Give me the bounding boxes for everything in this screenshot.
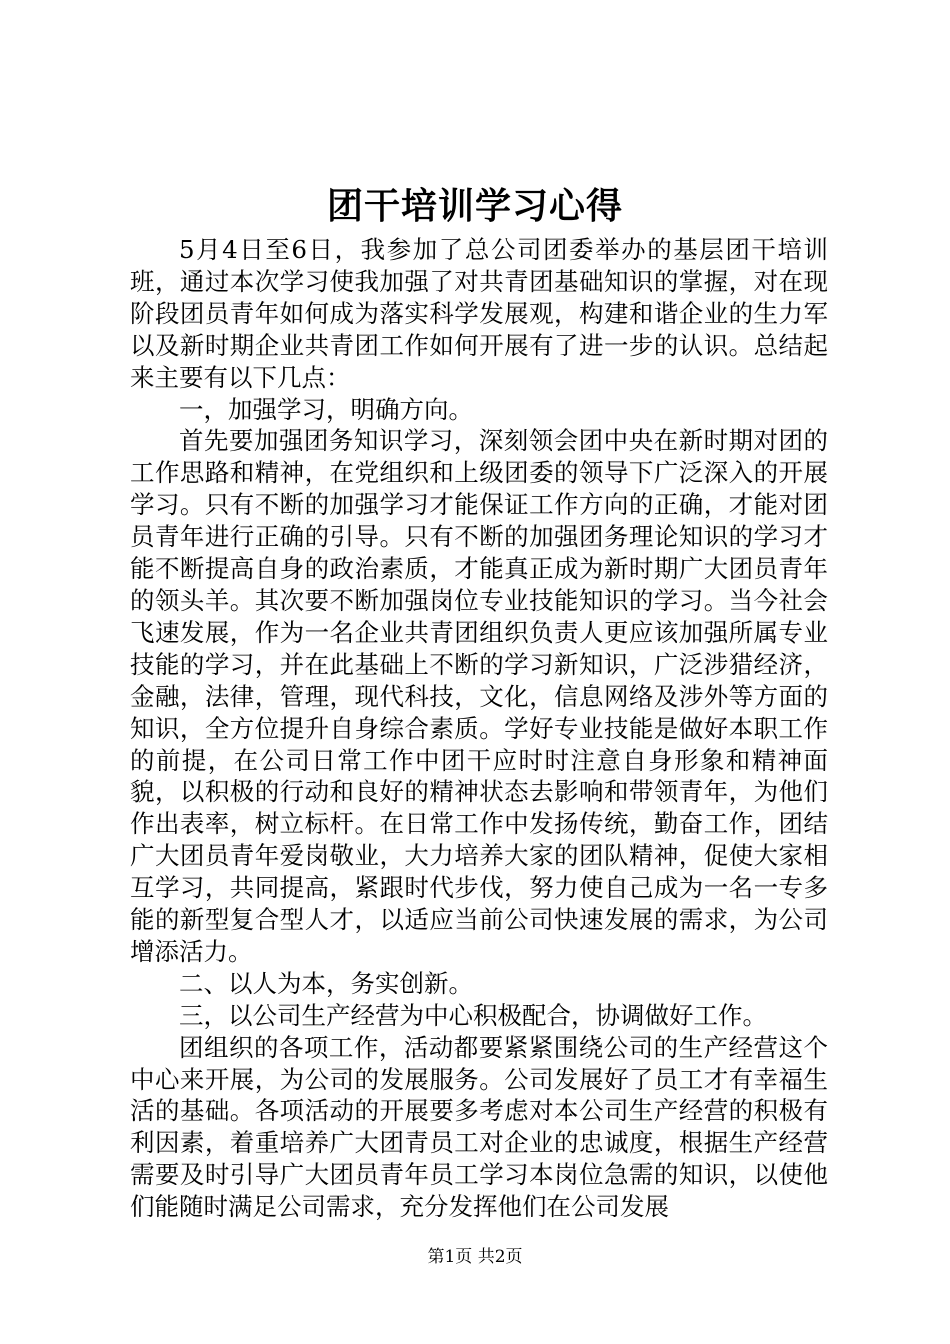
page-footer: 第1页 共2页	[427, 1247, 523, 1267]
paragraph-intro: 5月4日至6日，我参加了总公司团委举办的基层团干培训班，通过本次学习使我加强了对共青团基础知识的掌握，对在现阶段团员青年如何成为落实科学发展观，构建和谐企业的生力军以及新时期企业共青团工作如何开展有了进一步的认识。总结起来主要有以下几点：	[130, 235, 828, 392]
heading-point-three: 三，以公司生产经营为中心积极配合，协调做好工作。	[179, 1000, 767, 1030]
heading-point-two: 二、以人为本，务实创新。	[179, 968, 473, 998]
document-body	[130, 234, 828, 1223]
document-title: 团干培训学习心得	[326, 185, 623, 227]
heading-point-one: 一，加强学习，明确方向。	[179, 394, 473, 424]
paragraph-point-one: 首先要加强团务知识学习，深刻领会团中央在新时期对团的工作思路和精神，在党组织和上级团委的领导下广泛深入的开展学习。只有不断的加强学习才能保证工作方向的正确，才能对团员青年进行正确的引导。只有不断的加强团务理论知识的学习才能不断提高自身的政治素质，才能真正成为新时期广大团员青年的领头羊。其次要不断加强岗位专业技能知识的学习。当今社会飞速发展，作为一名企业共青团组织负责人更应该加强所属专业技能的学习，并在此基础上不断的学习新知识，广泛涉猎经济，金融，法律，管理，现代科技，文化，信息网络及涉外等方面的知识，全方位提升自身综合素质。学好专业技能是做好本职工作的前提，在公司日常工作中团干应时时注意自身形象和精神面貌，以积极的行动和良好的精神状态去影响和带领青年，为他们作出表率，树立标杆。在日常工作中发扬传统，勤奋工作，团结广大团员青年爱岗敬业，大力培养大家的团队精神，促使大家相互学习，共同提高，紧跟时代步伐，努力使自己成为一名一专多能的新型复合型人才，以适应当前公司快速发展的需求，为公司增添活力。	[130, 426, 828, 966]
paragraph-point-three: 团组织的各项工作，活动都要紧紧围绕公司的生产经营这个中心来开展，为公司的发展服务。公司发展好了员工才有幸福生活的基础。各项活动的开展要多考虑对本公司生产经营的积极有利因素，着重培养广大团青员工对企业的忠诚度，根据生产经营需要及时引导广大团员青年员工学习本岗位急需的知识，以使他们能随时满足公司需求，充分发挥他们在公司发展	[130, 1032, 828, 1222]
